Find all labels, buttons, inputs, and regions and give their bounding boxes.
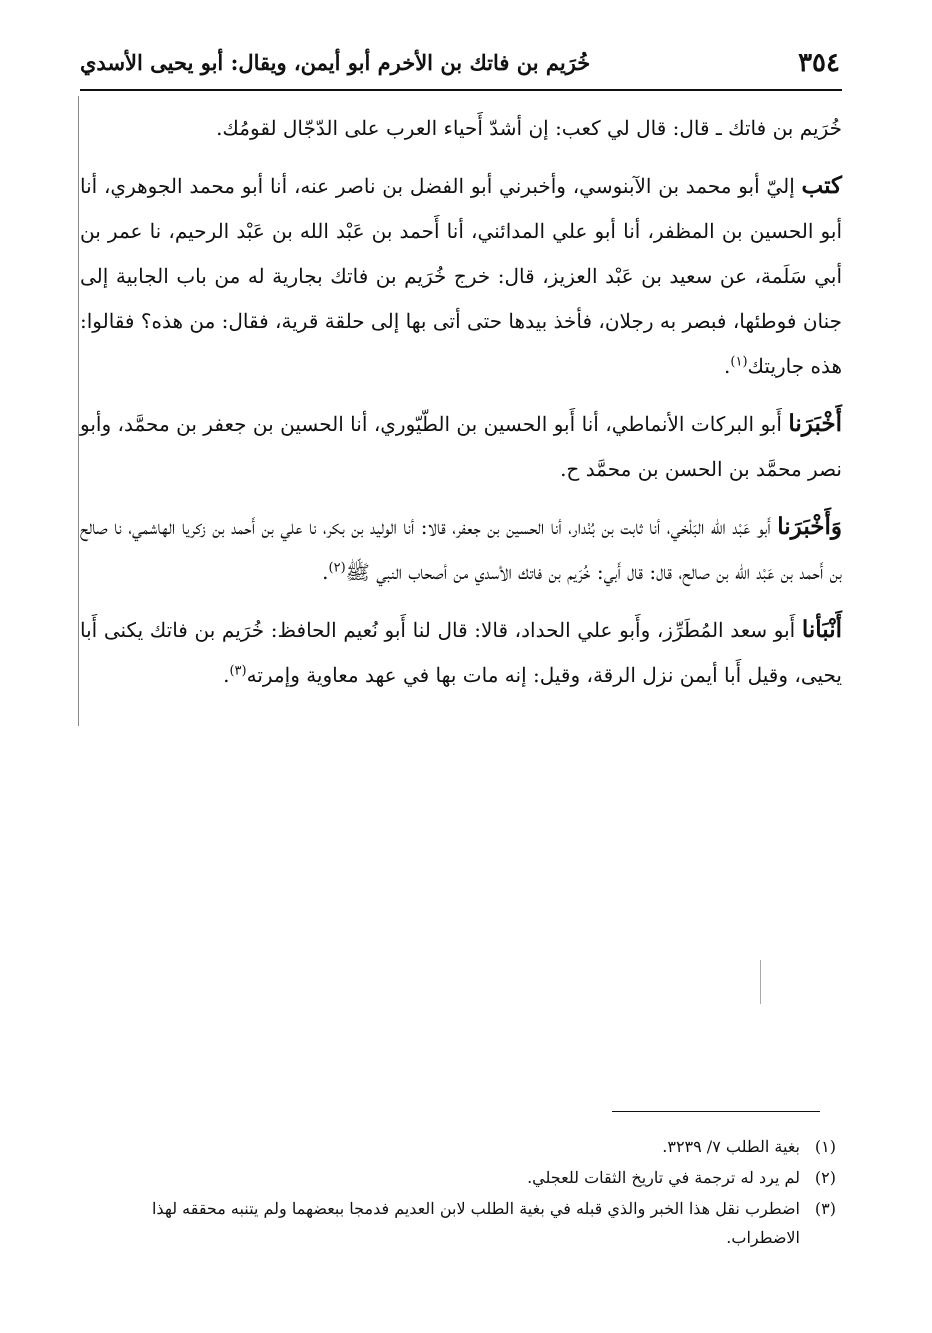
footnote-text: اضطرب نقل هذا الخبر والذي قبله في بغية الطلب لابن العديم فدمجا ببعضهما ولم يتنبه محققه لهذا الاضطراب. <box>151 1199 800 1247</box>
page-header <box>80 44 840 90</box>
paragraph-3 <box>80 401 842 492</box>
footnote-ref-3: (٣) <box>229 663 247 679</box>
footnote-3 <box>80 1194 842 1252</box>
footnotes <box>80 1132 842 1254</box>
paragraph-text: أَبو سعد المُطَرِّز، وأَبو علي الحداد، قالا: قال لنا أَبو نُعيم الحافظ: خُرَيم بن فاتك يكنى أَبا يحيى، وقيل أَبا أيمن نزل الرقة، وقيل: إنه مات بها في عهد معاوية وإمرته <box>80 618 842 687</box>
paragraph-lead-word: وَأَخْبَرَنا <box>777 513 842 540</box>
paragraph-lead-word: أَخْبَرَنا <box>788 410 842 437</box>
paragraph-lead-word: أَنْبَأنا <box>801 616 842 643</box>
header-rule <box>80 89 842 91</box>
page-number: ٣٥٤ <box>798 48 840 78</box>
footnote-1 <box>80 1132 842 1161</box>
paragraph-4 <box>80 504 842 595</box>
footnote-2 <box>80 1163 842 1192</box>
paragraph-end: . <box>724 354 731 378</box>
main-text <box>80 106 842 710</box>
scan-mark <box>760 960 761 1004</box>
footnote-ref-1: (١) <box>730 354 748 370</box>
paragraph-2 <box>80 163 842 389</box>
footnote-ref-2: (٢) <box>328 560 346 576</box>
footnote-separator <box>612 1111 820 1112</box>
paragraph-text: أَبو البركات الأنماطي، أنا أَبو الحسين بن الطّيّوري، أنا الحسين بن جعفر بن محمَّد، وأبو نصر محمَّد بن الحسن بن محمَّد ح. <box>80 412 842 481</box>
paragraph-text: إليّ أبو محمد بن الآبنوسي، وأخبرني أبو الفضل بن ناصر عنه، أنا أبو محمد الجوهري، أنا أبو الحسين بن المظفر، أنا أبو علي المدائني، أنا أَحمد بن عَبْد الله بن عَبْد الرحيم، نا عمر بن أبي سَلَمة، عن سعيد بن عَبْد العزيز، قال: خرج خُرَيم بن فاتك بجارية له من باب الجابية إلى جنان فوطئها، فبصر به رجلان، فأخذ بيدها حتى أتى بها إلى حلقة قرية، فقال: من هذه؟ فقالوا: هذه جاريتك <box>80 174 842 378</box>
paragraph-end: . <box>223 663 230 687</box>
footnote-number: (٢) <box>814 1168 836 1187</box>
paragraph-end: . <box>322 560 329 584</box>
footnote-number: (١) <box>814 1137 836 1156</box>
margin-line <box>78 96 79 726</box>
footnote-text: لم يرد له ترجمة في تاريخ الثقات للعجلي. <box>527 1168 800 1187</box>
paragraph-1 <box>80 106 842 151</box>
running-title: خُرَيم بن فاتك بن الأخرم أبو أيمن، ويقال: أبو يحيى الأسدي <box>80 50 591 75</box>
footnote-number: (٣) <box>814 1199 836 1218</box>
paragraph-text: أَبو عَبْد الله البَلْخي، أنا ثابت بن بُنْدار، أنا الحسين بن جعفر، قالا: أنا الوليد بن بكر، نا علي بن أَحمد بن زكريا الهاشمي، نا صالح بن أَحمد بن عَبْد الله بن صالح، قال: قال أَبي: خُرَيم بن فاتك الأسدي من أصحاب النبي ﷺ <box>80 515 842 584</box>
paragraph-text: خُرَيم بن فاتك ـ قال: قال لي كعب: إن أشدّ أَحياء العرب على الدّجّال لقومُك. <box>216 116 842 140</box>
footnote-text: بغية الطلب ٧/ ٣٢٣٩. <box>662 1137 800 1156</box>
paragraph-5 <box>80 607 842 698</box>
paragraph-lead-word: كتب <box>801 172 842 199</box>
